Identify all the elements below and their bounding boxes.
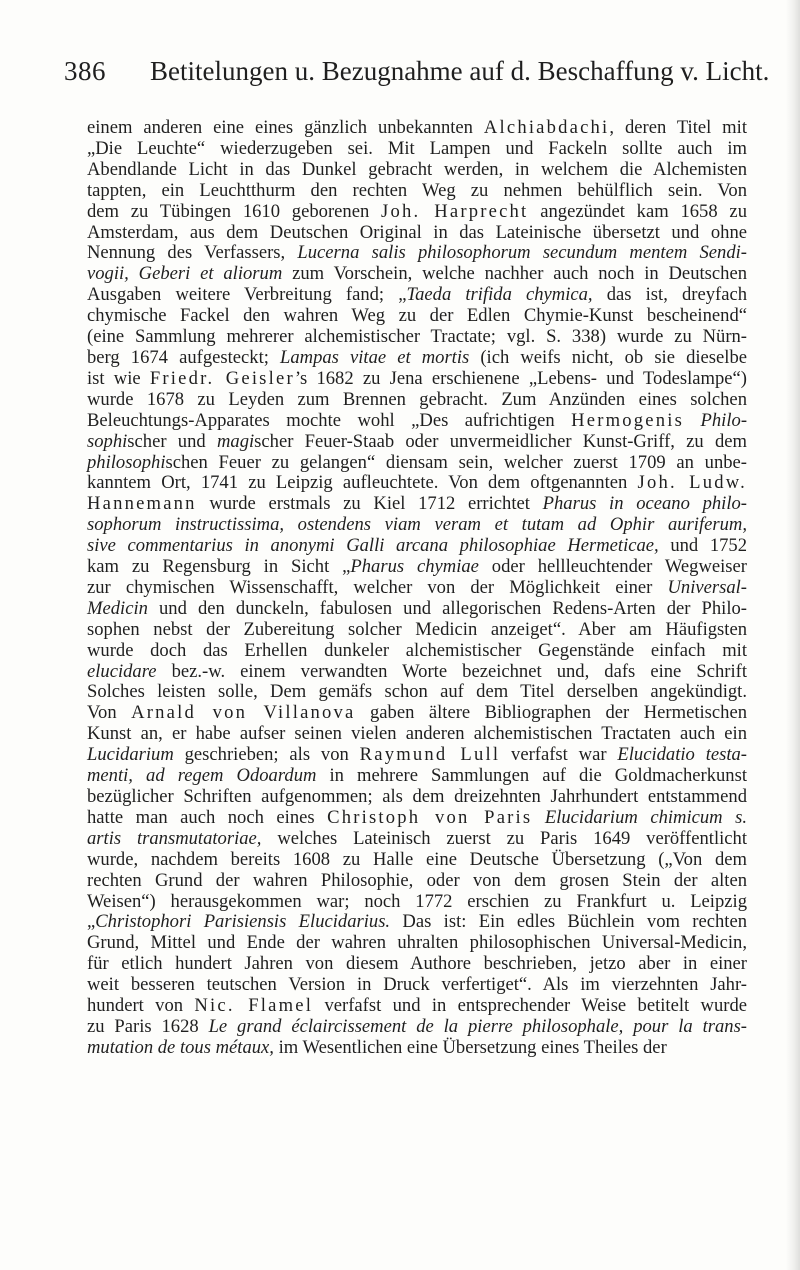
text-line — [87, 996, 747, 1017]
text-line — [87, 264, 747, 285]
text-line — [87, 411, 747, 432]
text-segment: sive commentarius in anonymi Galli arcana philosophiae Hermeticae, — [87, 535, 659, 557]
text-segment: sophen nebst der Zubereitung solcher Medicin anzeiget“. Aber am Häufigsten — [87, 618, 747, 640]
text-line — [87, 432, 747, 453]
text-segment: tappten, ein Leuchtthurm den rechten Weg zu nehmen behülflich sein. Von — [87, 179, 747, 201]
text-line — [87, 118, 747, 139]
text-line — [87, 327, 747, 348]
text-segment: , deren Titel mit — [609, 117, 747, 138]
text-segment: Kunst an, er habe aufser seinen vielen anderen alchemistischen Tractaten auch ein — [87, 723, 747, 745]
text-line — [87, 599, 747, 620]
text-line — [87, 641, 747, 662]
text-line — [87, 975, 747, 996]
text-line — [87, 1017, 747, 1038]
text-segment: kam zu Regensburg in Sicht „ — [87, 556, 351, 578]
text-line — [87, 703, 747, 724]
text-line — [87, 954, 747, 975]
text-segment: hatte man auch noch eines — [87, 806, 328, 828]
text-line — [87, 933, 747, 954]
text-segment: verfafst war — [500, 744, 618, 766]
text-segment: bez.-w. einem verwandten Worte bezeichnet und, dafs eine Schrift — [156, 660, 747, 682]
text-segment: Solches leisten solle, Dem gemäfs schon auf dem Titel derselben angekündigt. — [87, 681, 747, 703]
text-segment: philosophi — [87, 451, 166, 473]
text-line — [87, 348, 747, 369]
text-line — [87, 202, 747, 223]
running-title: Betitelungen u. Bezugnahme auf d. Beschaffung v. Licht. — [150, 56, 770, 86]
text-segment: dem zu Tübingen 1610 geborenen — [87, 200, 382, 222]
text-segment: Hannemann — [87, 493, 197, 515]
text-line — [87, 724, 747, 745]
text-segment: scher und — [127, 430, 217, 452]
text-segment: Von — [87, 702, 132, 724]
text-segment: Taeda trifida chymica, — [406, 284, 593, 306]
text-segment: Lucidarium — [87, 744, 174, 766]
text-segment: ’s 1682 zu Jena erschienene „Lebens- und Todeslampe“) — [294, 367, 747, 389]
text-segment: angezündet kam 1658 zu — [528, 200, 747, 222]
text-segment: hundert von — [87, 995, 195, 1017]
text-segment: Beleuchtungs-Apparates mochte wohl „Des aufrichtigen — [87, 409, 572, 431]
text-segment: berg 1674 aufgesteckt; — [87, 346, 280, 368]
text-segment: Christoph von Paris — [327, 806, 533, 828]
text-segment: „Die Leuchte“ wiederzugeben sei. Mit Lampen und Fackeln sollte auch im — [87, 137, 747, 159]
text-line — [87, 453, 747, 474]
text-segment: Nennung des Verfassers, — [87, 242, 298, 264]
text-line — [87, 473, 747, 494]
text-line — [87, 682, 747, 703]
text-segment: Nic. Flamel — [194, 995, 314, 1017]
text-segment: mutation de tous métaux, — [87, 1036, 274, 1058]
text-line — [87, 662, 747, 683]
text-segment: zu Paris 1628 — [87, 1015, 209, 1037]
text-segment: Friedr. Geisler — [149, 367, 295, 389]
text-segment — [684, 410, 701, 431]
text-segment: Pharus in oceano philo- — [542, 493, 747, 515]
text-segment: und 1752 — [658, 535, 748, 557]
text-segment: wurde, nachdem bereits 1608 zu Halle eine Deutsche Übersetzung („Von dem — [87, 848, 747, 870]
text-line — [87, 515, 747, 536]
text-line — [87, 285, 747, 306]
text-segment: artis transmutatoriae, — [87, 827, 262, 849]
text-segment: Joh. Ludw. — [637, 472, 747, 494]
text-segment: und den dunckeln, fabulosen und allegorischen Redens-Arten der Philo- — [147, 597, 747, 619]
text-segment: Das ist: Ein edles Büchlein vom rechten — [390, 911, 747, 933]
text-segment: weit besseren teutschen Version in Druck verfertiget“. Als im vierzehnten Jahr- — [87, 974, 747, 996]
text-segment: Grund, Mittel und Ende der wahren uhralten philosophischen Universal-Medicin, — [87, 932, 747, 954]
body-text — [87, 118, 747, 1059]
text-segment: wurde 1678 zu Leyden zum Brennen gebracht. Zum Anzünden eines solchen — [87, 388, 747, 410]
text-segment: menti, ad regem Odoardum — [87, 765, 317, 787]
text-line — [87, 160, 747, 181]
text-segment: Le grand éclaircissement de la pierre philosophale, pour la trans- — [208, 1015, 747, 1037]
text-line — [87, 578, 747, 599]
text-segment: elucidare — [87, 660, 157, 682]
text-segment: für etlich hundert Jahren von diesem Authore beschrieben, jetzo aber in einer — [87, 953, 747, 975]
text-segment: ist wie — [87, 367, 150, 389]
text-segment: oder hellleuchtender Wegweiser — [478, 556, 747, 578]
text-line — [87, 223, 747, 244]
text-segment: geschrieben; als von — [173, 744, 360, 766]
text-segment: sophorum instructissima, ostendens viam veram et tutam ad Ophir auriferum, — [87, 514, 747, 536]
text-segment: rechten Grund der wahren Philosophie, oder von dem grosen Stein der alten — [87, 869, 747, 891]
text-segment: (eine Sammlung mehrerer alchemistischer Tractate; vgl. S. 338) wurde zu Nürn- — [87, 326, 747, 348]
text-line — [87, 390, 747, 411]
text-segment: Ausgaben weitere Verbreitung fand; „ — [87, 284, 407, 306]
text-segment: Medicin — [87, 597, 148, 619]
text-segment: Weisen“) herausgekommen war; noch 1772 erschien zu Frankfurt u. Leipzig — [87, 890, 747, 912]
text-segment: schen Feuer zu gelangen“ diensam sein, welcher zuerst 1709 an unbe- — [165, 451, 747, 473]
text-segment: gaben ältere Bibliographen der Hermetischen — [355, 702, 747, 724]
text-line — [87, 620, 747, 641]
text-segment: bezüglicher Schriften aufgenommen; als dem dreizehnten Jahrhundert entstammend — [87, 786, 747, 807]
text-segment: scher Feuer-Staab oder unvermeidlicher Kunst-Griff, zu dem — [254, 430, 748, 452]
text-line — [87, 892, 747, 913]
text-segment: Amsterdam, aus dem Deutschen Original in das Lateinische übersetzt und ohne — [87, 221, 747, 243]
text-line — [87, 139, 747, 160]
text-segment: Raymund Lull — [359, 744, 501, 766]
text-segment: (ich weifs nicht, ob sie dieselbe — [469, 346, 747, 368]
text-line — [87, 1038, 747, 1059]
text-segment: Universal- — [667, 576, 747, 598]
text-segment: das ist, dreyfach — [592, 284, 748, 306]
text-segment: Elucidatio testa- — [617, 744, 748, 766]
text-line — [87, 829, 747, 850]
text-segment: wurde doch das Erhellen dunkeler alchemistischer Gegenstände einfach mit — [87, 639, 747, 661]
text-segment: vogii, Geberi et aliorum — [87, 263, 283, 285]
text-line — [87, 808, 747, 829]
text-segment: im Wesentlichen eine Übersetzung eines Theiles der — [273, 1036, 667, 1058]
text-segment: sophi — [87, 430, 128, 452]
text-segment: kanntem Ort, 1741 zu Leipzig aufleuchtete. Von dem oftgenannten — [87, 472, 638, 494]
text-segment: zur chymischen Wissenschafft, welcher von der Möglichkeit einer — [87, 576, 668, 598]
page-header — [64, 56, 770, 96]
text-line — [87, 766, 747, 787]
text-line — [87, 369, 747, 390]
text-line — [87, 557, 747, 578]
text-segment: chymische Fackel den wahren Weg zu der Edlen Chymie-Kunst bescheinend“ — [87, 305, 747, 327]
text-line — [87, 243, 747, 264]
text-segment: magi — [216, 430, 255, 452]
text-line — [87, 871, 747, 892]
text-segment: welches Lateinisch zuerst zu Paris 1649 veröffentlicht — [261, 827, 747, 849]
text-line — [87, 912, 747, 933]
text-segment: Arnald von Villanova — [131, 702, 356, 724]
text-line — [87, 850, 747, 871]
text-segment: wurde erstmals zu Kiel 1712 errichtet — [196, 493, 543, 515]
text-segment: Alchiabdachi — [483, 117, 610, 138]
page-number: 386 — [64, 56, 106, 86]
text-segment: zum Vorschein, welche nachher auch noch in Deutschen — [282, 263, 747, 285]
text-line — [87, 536, 747, 557]
text-line — [87, 787, 747, 808]
text-segment: Lucerna salis philosophorum secundum mentem Sendi- — [297, 242, 747, 264]
text-line — [87, 181, 747, 202]
text-segment: Joh. Harprecht — [381, 200, 529, 222]
text-segment: einem anderen eine eines gänzlich unbekannten — [87, 117, 484, 138]
text-line — [87, 306, 747, 327]
text-line — [87, 494, 747, 515]
text-segment: Philo- — [700, 409, 748, 431]
text-line — [87, 745, 747, 766]
text-segment: Elucidarium chimicum s. — [544, 806, 747, 828]
text-segment: Abendlande Licht in das Dunkel gebracht werden, in welchem die Alchemisten — [87, 158, 747, 180]
text-segment: „ — [87, 911, 96, 933]
text-segment: verfafst und in entsprechender Weise betitelt wurde — [313, 995, 747, 1017]
text-segment: Christophori Parisiensis Elucidarius. — [95, 911, 391, 933]
text-segment — [532, 807, 545, 828]
text-segment: in mehrere Sammlungen auf die Goldmacherkunst — [316, 765, 747, 787]
text-segment: Pharus chymiae — [350, 556, 479, 578]
text-segment: Lampas vitae et mortis — [280, 346, 470, 368]
page-edge-shadow — [786, 0, 800, 1270]
text-segment: Hermogenis — [571, 409, 685, 431]
